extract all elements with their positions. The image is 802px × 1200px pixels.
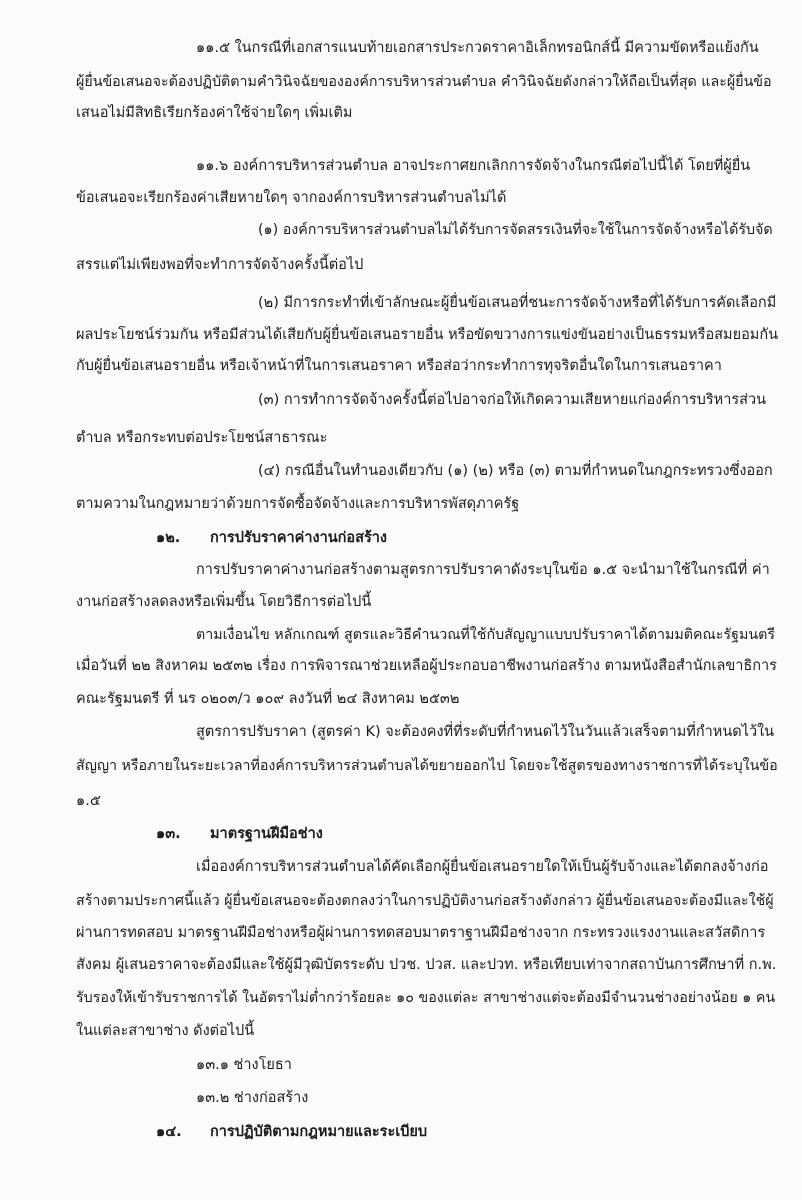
text-line: สัญญา หรือภายในระยะเวลาที่องค์การบริหารส่วนตำบลได้ขยายออกไป โดยจะใช้สูตรของทางราชการที่ได้ระบุในข้อ	[76, 758, 778, 774]
section-heading: มาตรฐานฝีมือช่าง	[210, 826, 323, 842]
text-line: สังคม ผู้เสนอราคาจะต้องมีและใช้ผู้มีวุฒิบัตรระดับ ปวช. ปวส. และปวท. หรือเทียบเท่าจากสถาบันการศึกษาที่ ก.พ.	[76, 957, 777, 973]
text-line: สูตรการปรับราคา (สูตรค่า K) จะต้องคงที่ที่ระดับที่กำหนดไว้ในวันแล้วเสร็จตามที่กำหนดไว้ใน	[196, 724, 775, 740]
text-line: กับผู้ยื่นข้อเสนอรายอื่น หรือเจ้าหน้าที่ในการเสนอราคา หรือส่อว่ากระทำการทุจริตอื่นใดในการเสนอราคา	[76, 358, 722, 374]
text-line: เสนอไม่มีสิทธิเรียกร้องค่าใช้จ่ายใดๆ เพิ่มเติม	[76, 105, 353, 121]
section-heading: การปฏิบัติตามกฎหมายและระเบียบ	[210, 1124, 428, 1140]
text-line: ตามความในกฎหมายว่าด้วยการจัดซื้อจัดจ้างและการบริหารพัสดุภาครัฐ	[76, 496, 520, 512]
text-line: ผู้ยื่นข้อเสนอจะต้องปฏิบัติตามคำวินิจฉัยขององค์การบริหารส่วนตำบล คำวินิจฉัยดังกล่าวให้ถือเป็นที่สุด และผู้ยื่นข้อ	[76, 74, 772, 90]
text-line: ๑๑.๖ องค์การบริหารส่วนตำบล อาจประกาศยกเลิกการจัดจ้างในกรณีต่อไปนี้ได้ โดยที่ผู้ยื่น	[196, 158, 751, 174]
text-line: ตามเงื่อนไข หลักเกณฑ์ สูตรและวิธีคำนวณที่ใช้กับสัญญาแบบปรับราคาได้ตามมติคณะรัฐมนตรี	[196, 627, 775, 643]
text-line: ในแต่ละสาขาช่าง ดังต่อไปนี้	[76, 1023, 255, 1039]
text-line: ๑๑.๕ ในกรณีที่เอกสารแนบท้ายเอกสารประกวดราคาอิเล็กทรอนิกส์นี้ มีความขัดหรือแย้งกัน	[196, 40, 759, 56]
section-number: ๑๓.	[156, 826, 181, 842]
text-line: ผลประโยชน์ร่วมกัน หรือมีส่วนได้เสียกับผู้ยื่นข้อเสนอรายอื่น หรือขัดขวางการแข่งขันอย่างเป็นธรรมหรือสมยอมกัน	[76, 327, 779, 343]
text-line: รับรองให้เข้ารับราชการได้ ในอัตราไม่ต่ำกว่าร้อยละ ๑๐ ของแต่ละ สาขาช่างแต่จะต้องมีจำนวนช่างอย่างน้อย ๑ คน	[76, 990, 776, 1006]
text-line: คณะรัฐมนตรี ที่ นร ๐๒๐๓/ว ๑๐๙ ลงวันที่ ๒๔ สิงหาคม ๒๕๓๒	[76, 691, 460, 707]
text-line: การปรับราคาค่างานก่อสร้างตามสูตรการปรับราคาดังระบุในข้อ ๑.๕ จะนำมาใช้ในกรณีที่ ค่า	[196, 562, 770, 578]
text-line: (๓) การทำการจัดจ้างครั้งนี้ต่อไปอาจก่อให้เกิดความเสียหายแก่องค์การบริหารส่วน	[258, 392, 767, 408]
text-line: ผ่านการทดสอบ มาตรฐานฝีมือช่างหรือผู้ผ่านการทดสอบมาตราฐานฝีมือช่างจาก กระทรวงแรงงานและสวัสดิการ	[76, 925, 766, 941]
section-heading: การปรับราคาค่างานก่อสร้าง	[210, 530, 388, 546]
text-line: ๑.๕	[76, 793, 101, 809]
text-line: เมื่อวันที่ ๒๒ สิงหาคม ๒๕๓๒ เรื่อง การพิจารณาช่วยเหลือผู้ประกอบอาชีพงานก่อสร้าง ตามหนังสือสำนักเลขาธิการ	[76, 658, 777, 674]
section-number: ๑๒.	[156, 530, 181, 546]
text-line: ตำบล หรือกระทบต่อประโยชน์สาธารณะ	[76, 430, 328, 446]
list-item: ๑๓.๑ ช่างโยธา	[196, 1057, 292, 1073]
text-line: (๑) องค์การบริหารส่วนตำบลไม่ได้รับการจัดสรรเงินที่จะใช้ในการจัดจ้างหรือได้รับจัด	[258, 222, 773, 238]
text-line: เมื่อองค์การบริหารส่วนตำบลได้คัดเลือกผู้ยื่นข้อเสนอรายใดให้เป็นผู้รับจ้างและได้ตกลงจ้างก่อ	[196, 859, 769, 875]
section-number: ๑๔.	[156, 1124, 182, 1140]
text-line: ข้อเสนอจะเรียกร้องค่าเสียหายใดๆ จากองค์การบริหารส่วนตำบลไม่ได้	[76, 190, 507, 206]
text-line: งานก่อสร้างลดลงหรือเพิ่มขึ้น โดยวิธีการต่อไปนี้	[76, 594, 372, 610]
text-line: สรรแต่ไม่เพียงพอที่จะทำการจัดจ้างครั้งนี้ต่อไป	[76, 257, 364, 273]
text-line: (๔) กรณีอื่นในทำนองเดียวกับ (๑) (๒) หรือ (๓) ตามที่กำหนดในกฎกระทรวงซึ่งออก	[258, 463, 773, 479]
text-line: (๒) มีการกระทำที่เข้าลักษณะผู้ยื่นข้อเสนอที่ชนะการจัดจ้างหรือที่ได้รับการคัดเลือกมี	[258, 295, 777, 311]
list-item: ๑๓.๒ ช่างก่อสร้าง	[196, 1090, 309, 1106]
text-line: สร้างตามประกาศนี้แล้ว ผู้ยื่นข้อเสนอจะต้องตกลงว่าในการปฏิบัติงานก่อสร้างดังกล่าว ผู้ยื่นข้อเสนอจะต้องมีและใช้ผู้	[76, 893, 774, 909]
